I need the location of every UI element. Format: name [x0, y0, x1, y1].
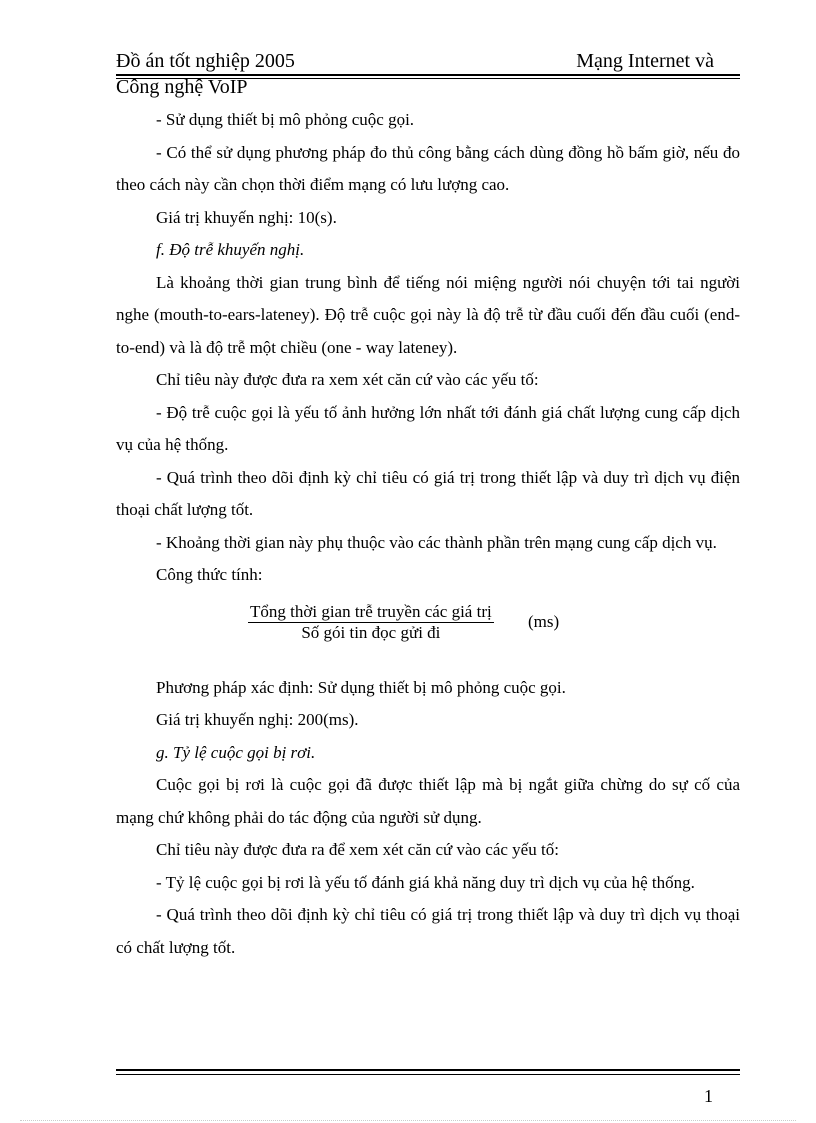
- formula: [116, 600, 740, 666]
- page-header: [116, 50, 740, 100]
- formula-fraction: [248, 602, 494, 643]
- paragraph: Giá trị khuyến nghị: 200(ms).: [156, 710, 359, 729]
- header-title-line2: Công nghệ VoIP: [116, 76, 248, 98]
- paragraph: - Độ trễ cuộc gọi là yếu tố ảnh hưởng lớn nhất tới đánh giá chất lượng cung cấp dịch vụ của hệ thống.: [116, 402, 740, 454]
- paragraph: Công thức tính:: [156, 565, 263, 584]
- page-body: [116, 104, 740, 964]
- paragraph: - Quá trình theo dõi định kỳ chỉ tiêu có giá trị trong thiết lập và duy trì dịch vụ thoại có chất lượng tốt.: [116, 905, 740, 957]
- section-heading-f: f. Độ trễ khuyến nghị.: [156, 240, 305, 259]
- footer-rule-thin: [116, 1074, 740, 1075]
- header-title-right: Mạng Internet và: [576, 50, 714, 72]
- paragraph: Cuộc gọi bị rơi là cuộc gọi đã được thiết lập mà bị ngắt giữa chừng do sự cố của mạng chứ không phải do tác động của người sử dụng.: [116, 775, 740, 827]
- page-edge-dotted: [20, 1120, 796, 1121]
- paragraph: Chỉ tiêu này được đưa ra để xem xét căn cứ vào các yếu tố:: [156, 840, 559, 859]
- paragraph: - Có thể sử dụng phương pháp đo thủ công bằng cách dùng đồng hồ bấm giờ, nếu đo theo cách này cần chọn thời điểm mạng có lưu lượng cao.: [116, 142, 740, 194]
- paragraph: Chỉ tiêu này được đưa ra xem xét căn cứ vào các yếu tố:: [156, 370, 539, 389]
- page-number: 1: [704, 1086, 713, 1106]
- formula-denominator: Số gói tin đọc gửi đi: [301, 622, 441, 642]
- formula-numerator: Tổng thời gian trễ truyền các giá trị: [250, 601, 492, 621]
- paragraph: Phương pháp xác định: Sử dụng thiết bị mô phỏng cuộc gọi.: [156, 677, 566, 697]
- footer-rule: [116, 1069, 740, 1071]
- paragraph: - Quá trình theo dõi định kỳ chỉ tiêu có giá trị trong thiết lập và duy trì dịch vụ điện thoại chất lượng tốt.: [116, 467, 740, 519]
- header-title-left: Đồ án tốt nghiệp 2005: [116, 50, 295, 72]
- paragraph: Là khoảng thời gian trung bình để tiếng nói miệng người nói chuyện tới tai người nghe (mouth-to-ears-lateney). Độ trễ cuộc gọi này là độ trễ từ đầu cuối đến đầu cuối (end-to-end) và là độ trễ một chiều (one - way lateney).: [116, 272, 740, 357]
- paragraph: - Sử dụng thiết bị mô phỏng cuộc gọi.: [156, 110, 415, 129]
- paragraph: - Khoảng thời gian này phụ thuộc vào các thành phần trên mạng cung cấp dịch vụ.: [156, 532, 717, 552]
- paragraph: Giá trị khuyến nghị: 10(s).: [156, 207, 337, 227]
- paragraph: - Tỷ lệ cuộc gọi bị rơi là yếu tố đánh giá khả năng duy trì dịch vụ của hệ thống.: [156, 872, 695, 892]
- formula-unit: (ms): [528, 611, 560, 631]
- section-heading-g: g. Tỷ lệ cuộc gọi bị rơi.: [156, 742, 316, 762]
